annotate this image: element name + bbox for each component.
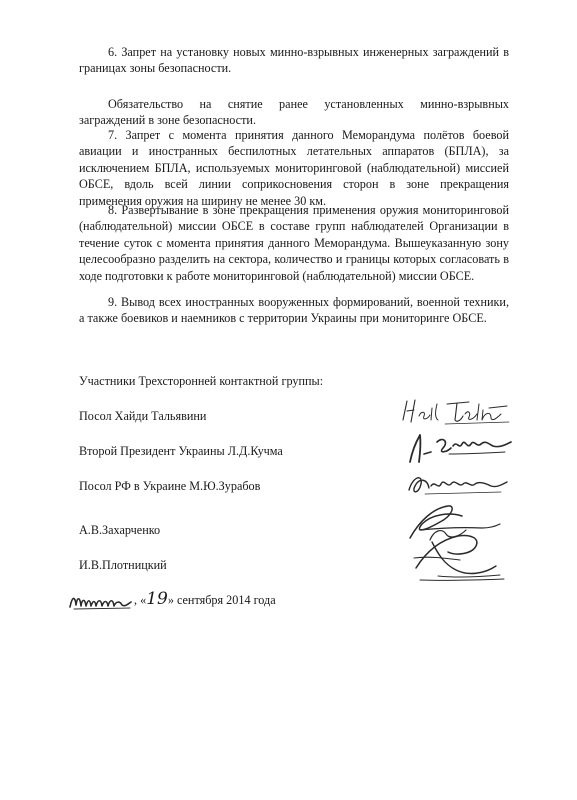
- point-8: 8. Развертывание в зоне прекращения применения оружия мониторинговой (наблюдательной) миссии ОБСЕ в составе групп наблюдателей Организации в течение суток с момента принятия данного Меморандума. Вышеуказанную зону целесообразно разделить на сектора, количество и границы которых согласовать в ходе подготовки к работе мониторинговой (наблюдательной) миссии ОБСЕ.: [79, 203, 509, 283]
- point-6-obligation: Обязательство на снятие ранее установленных минно-взрывных заграждений в зоне безопасности.: [79, 97, 509, 128]
- signature-kuchma: [407, 432, 517, 466]
- signatory-zurabov: Посол РФ в Украине М.Ю.Зурабов: [79, 479, 261, 493]
- date-day: 19: [146, 589, 168, 609]
- point-7: 7. Запрет с момента принятия данного Меморандума полётов боевой авиации и иностранных беспилотных летательных аппаратов (БПЛА), за исключением БПЛА, используемых мониторинговой (наблюдательной) миссией ОБСЕ, вдоль всей линии соприкосновения сторон в зоне прекращения применения оружия на ширину не менее 30 км.: [79, 128, 509, 208]
- signatory-zakharchenko: А.В.Захарченко: [79, 523, 161, 537]
- signature-zurabov: [405, 470, 510, 500]
- minsk-handwriting: [68, 593, 134, 609]
- participants-heading: Участники Трехсторонней контактной группы:: [79, 374, 324, 388]
- point-6: 6. Запрет на установку новых минно-взрывных инженерных заграждений в границах зоны безопасности.: [79, 45, 509, 76]
- signatory-plotnitsky: И.В.Плотницкий: [79, 558, 167, 572]
- date-line: , «19» сентября 2014 года: [68, 591, 276, 609]
- signatory-tagliavini: Посол Хайди Тальявини: [79, 409, 207, 423]
- signature-tagliavini: [397, 398, 517, 428]
- point-9: 9. Вывод всех иностранных вооруженных формирований, военной техники, а также боевиков и наемников с территории Украины при мониторинге ОБСЕ.: [79, 295, 509, 326]
- signatory-kuchma: Второй Президент Украины Л.Д.Кучма: [79, 444, 283, 458]
- signature-plotnitsky: [408, 528, 508, 583]
